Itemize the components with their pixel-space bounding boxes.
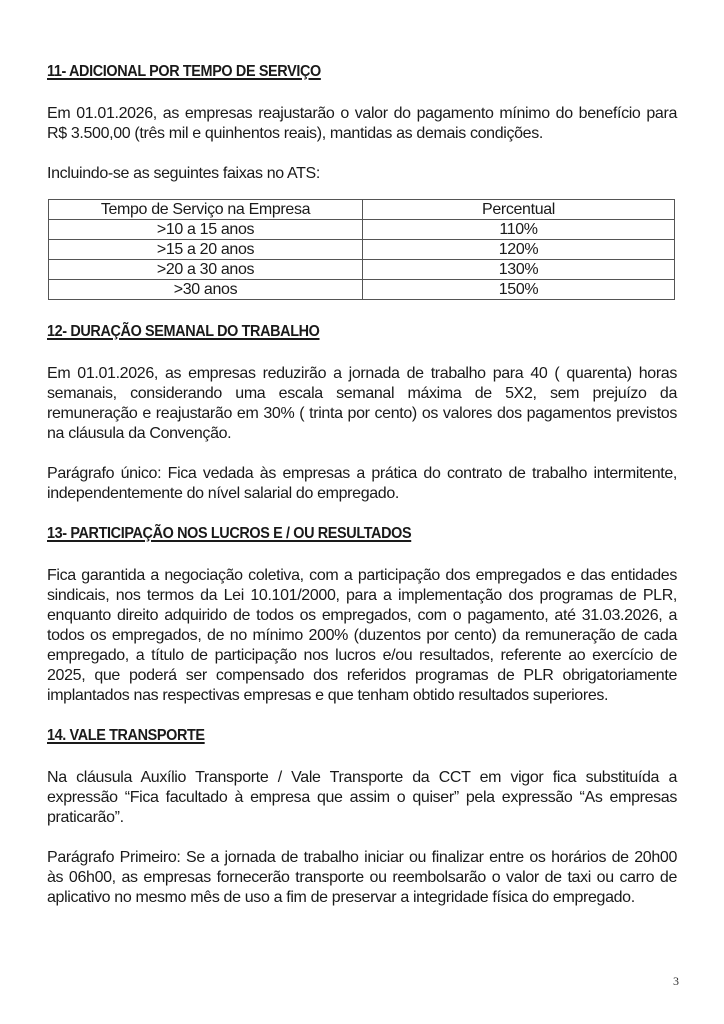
section-13-participacao-lucros: [47, 524, 677, 706]
table-header-row: [49, 200, 675, 220]
table-row: [49, 240, 675, 260]
paragraph: Em 01.01.2026, as empresas reduzirão a jornada de trabalho para 40 ( quarenta) horas semanais, considerando uma escala semanal máxima de 5X2, sem prejuízo da remuneração e reajustarão em 30% ( trinta por cento) os valores dos pagamentos previstos na cláusula da Convenção.: [47, 365, 677, 442]
section-heading: 14. VALE TRANSPORTE: [47, 727, 205, 744]
table-row: [49, 280, 675, 300]
table-row: [49, 260, 675, 280]
table-header-cell: Tempo de Serviço na Empresa: [49, 200, 363, 220]
section-12-duracao-semanal: [47, 322, 677, 504]
table-cell: 110%: [363, 220, 675, 240]
section-heading: 13- PARTICIPAÇÃO NOS LUCROS E / OU RESULTADOS: [47, 525, 412, 542]
table-cell: 150%: [363, 280, 675, 300]
page-number: 3: [673, 974, 679, 988]
table-cell: 130%: [363, 260, 675, 280]
paragraph: Em 01.01.2026, as empresas reajustarão o valor do pagamento mínimo do benefício para R$ 3.500,00 (três mil e quinhentos reais), mantidas as demais condições.: [47, 105, 677, 142]
paragraph: Na cláusula Auxílio Transporte / Vale Transporte da CCT em vigor fica substituída a expressão “Fica facultado à empresa que assim o quiser” pela expressão “As empresas praticarão”.: [47, 769, 677, 826]
section-heading: 11- ADICIONAL POR TEMPO DE SERVIÇO: [47, 63, 321, 80]
table-cell: >20 a 30 anos: [49, 260, 363, 280]
paragraph: Parágrafo único: Fica vedada às empresas a prática do contrato de trabalho intermitente, independentemente do nível salarial do empregado.: [47, 465, 677, 502]
section-11-adicional-tempo-servico: [47, 62, 677, 300]
table-row: [49, 220, 675, 240]
document-page: [47, 62, 677, 908]
table-cell: 120%: [363, 240, 675, 260]
section-heading: 12- DURAÇÃO SEMANAL DO TRABALHO: [47, 323, 320, 340]
table-cell: >30 anos: [49, 280, 363, 300]
table-header-cell: Percentual: [363, 200, 675, 220]
ats-table: [48, 199, 675, 300]
paragraph: Incluindo-se as seguintes faixas no ATS:: [47, 165, 320, 182]
paragraph: Fica garantida a negociação coletiva, com a participação dos empregados e das entidades sindicais, nos termos da Lei 10.101/2000, para a implementação dos programas de PLR, enquanto direito adquirido de todos os empregados, com o pagamento, até 31.03.2026, a todos os empregados, de no mínimo 200% (duzentos por cento) da remuneração de cada empregado, a título de participação nos lucros e/ou resultados, referente ao exercício de 2025, que poderá ser compensado dos referidos programas de PLR obrigatoriamente implantados nas respectivas empresas e que tenham obtido resultados superiores.: [47, 567, 677, 704]
table-cell: >15 a 20 anos: [49, 240, 363, 260]
paragraph: Parágrafo Primeiro: Se a jornada de trabalho iniciar ou finalizar entre os horários de 20h00 às 06h00, as empresas fornecerão transporte ou reembolsarão o valor de taxi ou carro de aplicativo no mesmo mês de uso a fim de preservar a integridade física do empregado.: [47, 849, 677, 906]
section-14-vale-transporte: [47, 726, 677, 908]
table-cell: >10 a 15 anos: [49, 220, 363, 240]
